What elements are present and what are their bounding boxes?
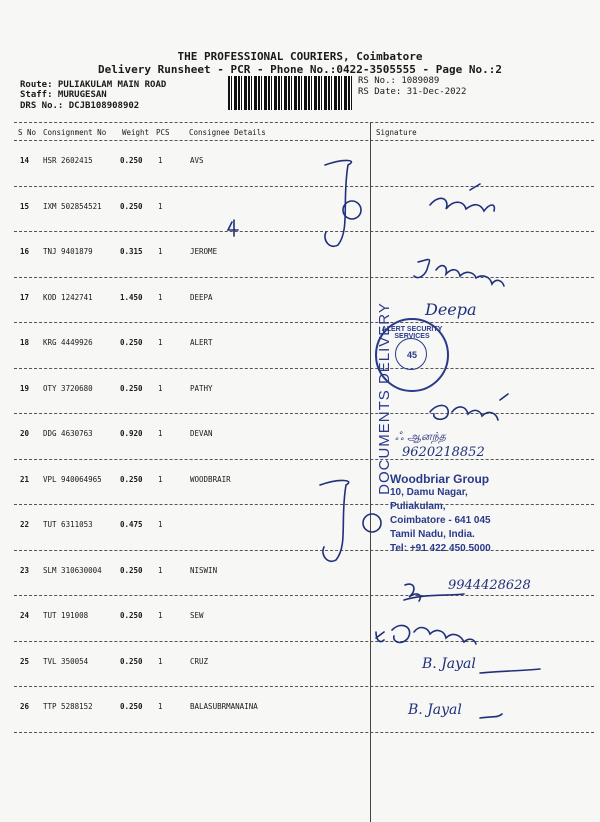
woodbriar-line: Tamil Nadu, India. [390,529,475,540]
cell-consignment: TUT 6311053 [43,520,93,529]
cell-consignment: OTY 3720680 [43,383,93,393]
cell-consignment: TNJ 9401879 [43,247,93,256]
big-j-mark-top [325,160,352,246]
col-header-consignment: Consignment No [43,128,107,137]
cell-weight: 0.250 [120,474,143,484]
cell-consignment: IXM 502854521 [43,201,102,211]
cell-consignee: DEEPA [190,292,213,302]
cell-sno: 22 [20,520,30,529]
cell-sno: 21 [20,474,30,484]
cell-weight: 0.250 [120,702,143,711]
cell-sno: 17 [20,292,30,302]
cell-consignment: VPL 940064965 [43,474,102,484]
cell-weight: 0.315 [120,247,143,256]
handwritten-deepa: Deepa [425,300,477,319]
handwritten-sig-row25: B. Jayal [422,656,476,672]
cell-weight: 0.250 [120,156,143,165]
circled-2-bottom [363,514,381,532]
cell-weight: 0.250 [120,565,143,575]
company-title: THE PROFESSIONAL COURIERS, Coimbatore [177,50,423,63]
underline-row25 [480,669,540,673]
handwritten-phone-row23: 9944428628 [448,578,531,593]
woodbriar-line: Coimbatore - 641 045 [390,515,491,526]
cell-pcs: 1 [158,520,163,529]
cell-consignee: AVS [190,156,204,165]
rs-number: RS No.: 1089089 [358,76,440,86]
underline-row26 [480,714,502,718]
cell-pcs: 1 [158,201,163,211]
cell-sno: 19 [20,383,30,393]
documents-delivery-stamp: DOCUMENTS DELIVERY [375,302,393,495]
cell-weight: 1.450 [120,292,143,302]
cell-consignee: BALASUBRMANAINA [190,702,258,711]
cell-weight: 0.250 [120,611,143,620]
cell-sno: 15 [20,201,30,211]
sig-row16 [414,260,504,287]
cell-consignee: JEROME [190,247,218,256]
route-label: Route: PULIAKULAM MAIN ROAD [20,80,167,90]
cell-consignment: SLM 310630004 [43,565,102,575]
cell-pcs: 1 [158,429,163,438]
drs-label: DRS No.: DCJB108908902 [20,101,140,111]
cell-sno: 18 [20,338,30,347]
cell-sno: 16 [20,247,30,256]
cell-consignee: CRUZ [190,656,209,666]
cell-pcs: 1 [158,611,163,620]
cell-weight: 0.250 [120,201,143,211]
rs-date: RS Date: 31-Dec-2022 [358,87,467,97]
woodbriar-line: 10, Damu Nagar, [390,487,468,498]
runsheet-subtitle: Delivery Runsheet - PCR - Phone No.:0422-3505555 - Page No.:2 [98,63,502,76]
cell-pcs: 1 [158,338,163,347]
cell-weight: 0.475 [120,520,143,529]
col-header-consignee: Consignee Details [189,128,266,137]
seal-number: 45 [406,350,417,360]
cell-weight: 0.250 [120,383,143,393]
cell-consignment: HSR 2602415 [43,156,93,165]
cell-pcs: 1 [158,474,163,484]
cell-sno: 26 [20,702,30,711]
col-header-pcs: PCS [156,128,170,137]
handwritten-sig-row26: B. Jayal [408,702,462,718]
cell-pcs: 1 [158,565,163,575]
cell-pcs: 1 [158,156,163,165]
col-header-weight: Weight [122,128,150,137]
cell-pcs: 1 [158,656,163,666]
cell-consignee: ALERT [190,338,213,347]
cell-weight: 0.250 [120,338,143,347]
cell-pcs: 1 [158,247,163,256]
cell-consignee: NISWIN [190,565,218,575]
cell-consignee: PATHY [190,383,213,393]
cell-sno: 23 [20,565,30,575]
cell-consignment: KRG 4449926 [43,338,93,347]
cell-weight: 0.250 [120,656,143,666]
woodbriar-line: Puliakulam, [390,501,446,512]
col-header-signature: Signature [376,128,417,137]
sig-row24 [376,625,476,644]
cell-sno: 25 [20,656,30,666]
cell-weight: 0.920 [120,429,143,438]
seal-label: ALERT SECURITY SERVICES [381,326,443,340]
cell-consignee: DEVAN [190,429,213,438]
staff-label: Staff: MURUGESAN [20,90,107,100]
cell-consignment: DDG 4630763 [43,429,93,438]
cell-consignee: WOODBRAIR [190,474,231,484]
woodbriar-line: Tel: +91 422 450 5000 [390,543,491,554]
cell-pcs: 1 [158,383,163,393]
cell-consignment: TUT 191008 [43,611,89,620]
big-j-mark-bottom [320,480,349,561]
cell-consignment: KOD 1242741 [43,292,93,302]
sig-row19 [430,394,508,420]
cell-consignee: SEW [190,611,204,620]
cell-pcs: 1 [158,702,163,711]
cell-sno: 20 [20,429,30,438]
cell-sno: 24 [20,611,30,620]
handwritten-phone-row20: 9620218852 [402,445,485,460]
cell-consignment: TVL 350054 [43,656,89,666]
cell-pcs: 1 [158,292,163,302]
sig-row15 [430,184,494,211]
handwritten-mark-row20: ஃ ஆனந்த [395,430,446,443]
col-header-sno: S No [18,128,37,137]
cell-consignment: TTP 5288152 [43,702,93,711]
mark-4 [228,220,238,236]
woodbriar-line: Woodbriar Group [390,472,490,486]
cell-sno: 14 [20,156,30,165]
